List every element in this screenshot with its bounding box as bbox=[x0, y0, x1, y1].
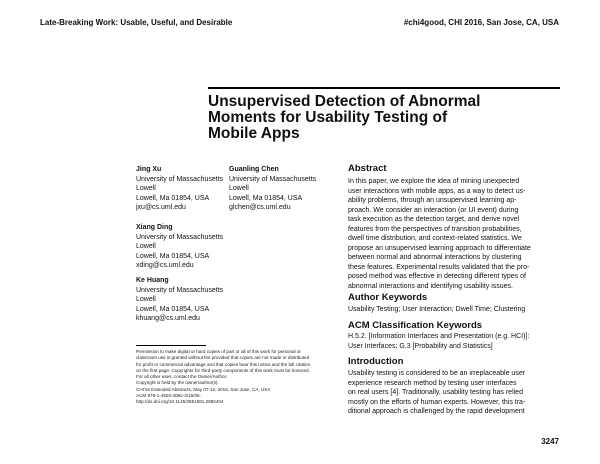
author-keywords-heading: Author Keywords bbox=[348, 292, 428, 303]
doi-link[interactable]: http://dx.doi.org/10.1145/2851581.2892404 bbox=[136, 399, 224, 405]
author-address: Lowell, Ma 01854, USA bbox=[229, 194, 303, 202]
author-name: Jing Xu bbox=[136, 166, 162, 173]
abstract-line: these features. Experimental results validated that the pro- bbox=[348, 263, 530, 271]
author-email: glchen@cs.uml.edu bbox=[229, 204, 291, 211]
keywords-line: Usability Testing; User Interaction; Dwell Time; Clustering bbox=[348, 306, 526, 313]
title-line: Mobile Apps bbox=[208, 125, 300, 142]
copyright-line: For all other uses, contact the Owner/Author. bbox=[136, 374, 228, 380]
abstract-line: proach. We consider an interaction (or UI event) during bbox=[348, 206, 519, 214]
acm-line: H.5.2. [Information Interfaces and Presentation (e.g. HCI)]: bbox=[348, 333, 530, 340]
paper-title bbox=[208, 94, 568, 142]
title-rule bbox=[208, 87, 560, 89]
author-email: khuang@cs.uml.edu bbox=[136, 315, 200, 322]
title-line: Unsupervised Detection of Abnormal bbox=[208, 93, 481, 110]
abstract-line: between normal and abnormal interactions by clustering bbox=[348, 254, 522, 261]
author-name: Xiang Ding bbox=[136, 224, 173, 231]
author-affiliation: Lowell bbox=[136, 243, 156, 250]
title-line: Moments for Usability Testing of bbox=[208, 109, 448, 126]
abstract-line: dwell time distribution, and context-related statistics. We bbox=[348, 235, 522, 242]
page-number: 3247 bbox=[541, 437, 559, 446]
author-block-guanling-chen bbox=[229, 165, 316, 213]
copyright-line: Permission to make digital or hard copies of part or all of this work for personal or bbox=[136, 349, 301, 354]
copyright-line: for profit or commercial advantage and that copies bear this notice and the full citation bbox=[136, 361, 311, 367]
intro-line: Usability testing is considered to be an irreplaceable user bbox=[348, 370, 526, 377]
author-affiliation: University of Massachusetts bbox=[136, 233, 224, 241]
copyright-notice bbox=[136, 345, 336, 406]
abstract-heading: Abstract bbox=[348, 163, 387, 174]
author-block-ke-huang bbox=[136, 276, 223, 324]
introduction-text bbox=[348, 369, 525, 417]
author-name: Guanling Chen bbox=[229, 166, 279, 173]
copyright-line: CHI'16 Extended Abstracts, May 07-12, 2016, San Jose, CA, USA bbox=[136, 386, 271, 392]
copyright-rule bbox=[136, 345, 206, 346]
abstract-line: abnormal interactions and identifying usability issues. bbox=[348, 282, 513, 290]
author-affiliation: University of Massachusetts bbox=[229, 175, 317, 183]
author-keywords-text bbox=[348, 305, 525, 315]
author-affiliation: Lowell bbox=[136, 185, 156, 192]
abstract-line: ability problems, through an unsupervised learning ap- bbox=[348, 197, 517, 204]
intro-line: experience research method by testing user interfaces bbox=[348, 379, 517, 387]
abstract-line: task execution as the detection target, and derive novel bbox=[348, 216, 520, 223]
abstract-line: propose an unsupervised learning approach to differentiate bbox=[348, 244, 531, 252]
abstract-line: features from the perspectives of transition probabilities, bbox=[348, 225, 522, 233]
author-affiliation: Lowell bbox=[229, 185, 249, 192]
author-address: Lowell, Ma 01854, USA bbox=[136, 305, 210, 313]
author-affiliation: University of Massachusetts bbox=[136, 175, 224, 183]
author-affiliation: Lowell bbox=[136, 296, 156, 303]
abstract-line: posed method was effective in detecting different types of bbox=[348, 273, 526, 280]
author-affiliation: University of Massachusetts bbox=[136, 286, 224, 294]
intro-line: on real users [4]. Traditionally, usability testing has relied bbox=[348, 389, 523, 396]
copyright-line: Copyright is held by the owner/author(s). bbox=[136, 380, 219, 386]
acm-line: User Interfaces; G.3 [Probability and Statistics] bbox=[348, 342, 493, 350]
copyright-line: ACM 978-1-4503-4082-3/16/05. bbox=[136, 393, 201, 399]
author-address: Lowell, Ma 01854, USA bbox=[136, 252, 210, 260]
author-name: Ke Huang bbox=[136, 277, 169, 284]
abstract-text bbox=[348, 177, 531, 291]
author-block-xiang-ding bbox=[136, 223, 223, 271]
intro-line: ditional approach is challenged by the rapid development bbox=[348, 408, 525, 415]
introduction-heading: Introduction bbox=[348, 356, 404, 367]
author-email: xding@cs.uml.edu bbox=[136, 262, 194, 269]
running-header-left: Late-Breaking Work: Usable, Useful, and Desirable bbox=[40, 18, 233, 27]
copyright-line: on the first page. Copyrights for third-party components of this work must be honored. bbox=[136, 367, 310, 373]
author-email: jxu@cs.uml.edu bbox=[136, 204, 186, 211]
running-header-right: #chi4good, CHI 2016, San Jose, CA, USA bbox=[403, 18, 559, 27]
intro-line: mostly on the efforts of human experts. However, this tra- bbox=[348, 398, 526, 406]
acm-classification-text bbox=[348, 332, 529, 351]
acm-classification-heading: ACM Classification Keywords bbox=[348, 320, 483, 331]
copyright-line: classroom use is granted without fee provided that copies are not made or distributed bbox=[136, 355, 310, 361]
abstract-line: In this paper, we explore the idea of mining unexpected bbox=[348, 178, 520, 185]
author-address: Lowell, Ma 01854, USA bbox=[136, 194, 210, 202]
author-block-jing-xu bbox=[136, 165, 223, 213]
abstract-line: user interactions with mobile apps, as a way to detect us- bbox=[348, 187, 526, 195]
